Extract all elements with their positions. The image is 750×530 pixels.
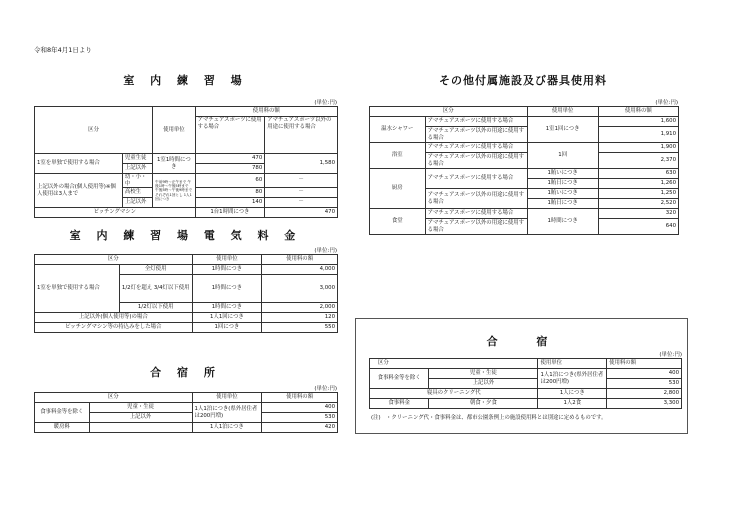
header-unit: 使用単位 [192, 393, 262, 403]
row-sub: 全灯使用 [119, 265, 192, 275]
header-unit: 使用単位 [527, 107, 598, 117]
row-sub: 上記以外 [122, 164, 152, 174]
header-category: 区分 [35, 393, 193, 403]
bath-unit: 1回 [527, 143, 598, 169]
header-unit: 使用単位 [538, 359, 607, 369]
shower-fee-amateur: 1,600 [598, 117, 678, 127]
group-label: 食事料金等を除く [35, 403, 90, 423]
row-sub: 1/2灯を超え 3/4灯以下使用 [119, 275, 192, 303]
group-label: 1室を単独で使用する場合 [35, 265, 120, 313]
other-facilities-title: その他付属施設及び器具使用料 [439, 74, 607, 87]
group1-unit: 1室1時間につき [153, 154, 195, 174]
heating-unit: 1人1泊につき [192, 423, 262, 433]
unit-label: (単位:円) [314, 248, 337, 254]
row-fee: 400 [262, 403, 338, 413]
kitchen-fee-amateur-day: 1,260 [598, 179, 678, 189]
fee-non-amateur: － [265, 174, 338, 188]
other-facilities-table [369, 106, 679, 235]
fee-non-amateur: 1,580 [265, 154, 338, 174]
camp-house-title: 合 宿 所 [150, 366, 221, 379]
header-amateur: アマチュアスポーツに使用する場合 [195, 117, 265, 154]
other-fee: 120 [262, 313, 338, 323]
group-unit: 1人1泊につき(県外居住者は200円増) [538, 369, 607, 389]
header-fee: 使用料の額 [598, 107, 678, 117]
non-amateur-label: アマチュアスポーツ以外の用途に使用する場合 [425, 153, 527, 169]
fee-non-amateur: － [265, 198, 338, 208]
meal-label: 食事料金 [370, 399, 429, 409]
header-fee: 使用料の額 [607, 359, 682, 369]
unit-label: (単位:円) [659, 352, 682, 358]
kitchen-label: 厨房 [370, 169, 426, 209]
row-sub: 上記以外 [429, 379, 538, 389]
kitchen-unit-meal: 1賄いにつき [527, 189, 598, 199]
heating-fee: 420 [262, 423, 338, 433]
shower-unit: 1室1回につき [527, 117, 598, 143]
indoor-practice-title: 室 内 練 習 場 [123, 74, 248, 87]
shower-fee-non-amateur: 1,910 [598, 127, 678, 143]
camp-table [369, 358, 682, 409]
unit-label: (単位:円) [655, 100, 678, 106]
header-fee: 使用料の額 [262, 255, 338, 265]
amateur-label: アマチュアスポーツに使用する場合 [425, 169, 527, 189]
dining-fee-amateur: 320 [598, 209, 678, 219]
kitchen-fee-amateur-meal: 630 [598, 169, 678, 179]
fee-non-amateur: － [265, 188, 338, 198]
cleaning-label: 寝具のクリーニング代 [370, 389, 538, 399]
group2-unit: 午前9時〜正午まで 午後1時〜午後5時まで 午後5時〜午後9時まで それぞれ1回とし 1人1回につき [153, 174, 195, 208]
pitching-unit: 1台1時間につき [195, 208, 265, 218]
header-category: 区分 [370, 359, 538, 369]
non-amateur-label: アマチュアスポーツ以外の用途に使用する場合 [425, 219, 527, 235]
row-sub: 児童・生徒 [429, 369, 538, 379]
row-sub: 上記以外 [89, 413, 192, 423]
amateur-label: アマチュアスポーツに使用する場合 [425, 143, 527, 153]
indoor-practice-table [34, 106, 338, 218]
amateur-label: アマチュアスポーツに使用する場合 [425, 117, 527, 127]
row-sub: 上記以外 [122, 198, 152, 208]
pitching-label: ピッチングマシン [35, 208, 196, 218]
group2-label: 上記以外の場合(個人使用等)※個人使用は3人まで [35, 174, 123, 208]
row-fee: 530 [262, 413, 338, 423]
fee-amateur: 80 [195, 188, 265, 198]
meal-unit: 1人2食 [538, 399, 607, 409]
kitchen-unit-day: 1賄日につき [527, 179, 598, 189]
camp-note: (注) ・クリーニング代・食事料金は、都市公園条例上の施設使用料とは別途に定めるものです。 [371, 415, 607, 421]
header-fee: 使用料の額 [195, 107, 337, 117]
meal-fee: 3,300 [607, 399, 682, 409]
row-unit: 1時間につき [192, 275, 262, 303]
row-fee: 2,000 [262, 303, 338, 313]
header-unit: 使用単位 [153, 107, 195, 154]
pitching-fee: 470 [265, 208, 338, 218]
row-sub: 児童生徒 [122, 154, 152, 164]
effective-date: 令和8年4月1日より [34, 46, 92, 54]
header-fee: 使用料の額 [262, 393, 338, 403]
kitchen-unit-day: 1賄日につき [527, 199, 598, 209]
row-fee: 3,000 [262, 275, 338, 303]
row-unit: 1時間につき [192, 303, 262, 313]
row-sub: 児童・生徒 [89, 403, 192, 413]
group-label: 食事料金等を除く [370, 369, 429, 389]
cleaning-unit: 1人につき [538, 389, 607, 399]
row-unit: 1時間につき [192, 265, 262, 275]
camp-title: 合 宿 [486, 335, 556, 348]
kitchen-fee-non-amateur-day: 2,520 [598, 199, 678, 209]
electricity-table [34, 254, 338, 333]
group-unit: 1人1泊につき(県外居住者は200円増) [192, 403, 262, 423]
fee-amateur: 470 [195, 154, 265, 164]
other-label: 上記以外(個人使用等)の場合 [35, 313, 193, 323]
shower-label: 温水シャワー [370, 117, 426, 143]
header-category: 区分 [35, 255, 193, 265]
electricity-title: 室 内 練 習 場 電 気 料 金 [69, 229, 302, 242]
pitching-label: ピッチングマシン等の持込みをした場合 [35, 323, 193, 333]
pitching-fee: 550 [262, 323, 338, 333]
unit-label: (単位:円) [314, 100, 337, 106]
other-unit: 1人1回につき [192, 313, 262, 323]
row-fee: 530 [607, 379, 682, 389]
cleaning-fee: 2,800 [607, 389, 682, 399]
kitchen-unit-meal: 1賄いにつき [527, 169, 598, 179]
non-amateur-label: アマチュアスポーツ以外の用途に使用する場合 [425, 189, 527, 209]
header-category: 区分 [35, 107, 153, 154]
non-amateur-label: アマチュアスポーツ以外の用途に使用する場合 [425, 127, 527, 143]
fee-amateur: 780 [195, 164, 265, 174]
group1-label: 1室を単独で使用する場合 [35, 154, 123, 174]
kitchen-fee-non-amateur-meal: 1,250 [598, 189, 678, 199]
pitching-unit: 1回につき [192, 323, 262, 333]
meal-sub: 朝食・夕食 [429, 399, 538, 409]
row-sub: 1/2灯以下使用 [119, 303, 192, 313]
amateur-label: アマチュアスポーツに使用する場合 [425, 209, 527, 219]
row-sub: 高校生 [122, 188, 152, 198]
dining-fee-non-amateur: 640 [598, 219, 678, 235]
row-fee: 400 [607, 369, 682, 379]
heating-label: 暖房料 [35, 423, 90, 433]
bath-fee-non-amateur: 2,370 [598, 153, 678, 169]
dining-unit: 1時間につき [527, 209, 598, 235]
row-sub: 幼・小・中 [122, 174, 152, 188]
dining-label: 食堂 [370, 209, 426, 235]
bath-label: 浴室 [370, 143, 426, 169]
fee-amateur: 60 [195, 174, 265, 188]
header-category: 区分 [370, 107, 528, 117]
bath-fee-amateur: 1,900 [598, 143, 678, 153]
row-fee: 4,000 [262, 265, 338, 275]
header-non-amateur: アマチュアスポーツ以外の用途に使用する場合 [265, 117, 338, 154]
camp-house-table [34, 392, 338, 433]
header-unit: 使用単位 [192, 255, 262, 265]
fee-amateur: 140 [195, 198, 265, 208]
unit-label: (単位:円) [314, 386, 337, 392]
